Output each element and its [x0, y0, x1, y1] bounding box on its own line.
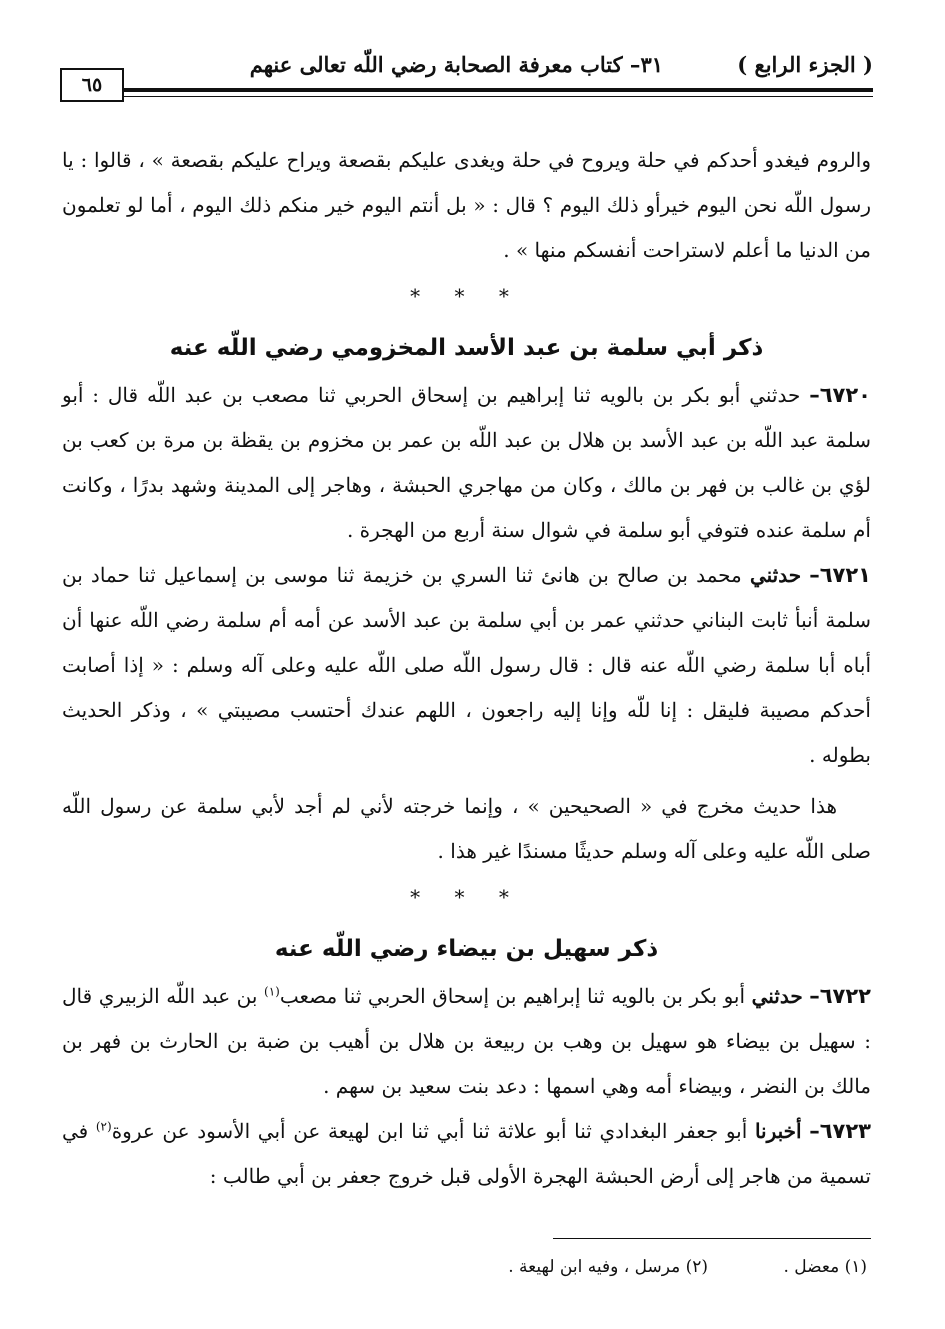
page-body: [62, 138, 871, 1199]
hadith-number: ٦٧٢٠–: [809, 383, 871, 407]
hadith-text: أبو جعفر البغدادي ثنا أبو علاثة ثنا أبي ثنا ابن لهيعة عن أبي الأسود عن عروة: [111, 1119, 748, 1143]
footnote-rule: [553, 1238, 871, 1239]
section-separator: * * *: [410, 885, 523, 909]
volume-label: ( الجزء الرابع ): [737, 52, 873, 77]
hadith-number: ٦٧٢٢–: [809, 984, 871, 1008]
footnote-marker[interactable]: (١): [264, 984, 280, 999]
hadith-text: حدثني أبو بكر بن بالويه ثنا إبراهيم بن إسحاق الحربي ثنا مصعب بن عبد اللّه قال : أبو سلمة عبد اللّه بن عبد الأسد بن هلال بن عبد اللّه بن عمر بن مخزوم بن يقظة بن مرة بن كعب بن لؤي بن غالب بن فهر بن مالك ، وكان من مهاجري الحبشة ، وهاجر إلى المدينة وشهد بدرًا ، وكانت أم سلمة عنده فتوفي أبو سلمة في شوال سنة أربع من الهجرة .: [62, 383, 871, 542]
editor-note: هذا حديث مخرج في « الصحيحين » ، وإنما خرجته لأني لم أجد لأبي سلمة عن رسول اللّه صلى اللّه عليه وعلى آله وسلم حديثًا مسندًا غير هذا .: [62, 794, 871, 863]
chapter-title: ٣١– كتاب معرفة الصحابة رضي اللّه تعالى عنهم: [249, 52, 663, 77]
hadith-text: أبو بكر بن بالويه ثنا إبراهيم بن إسحاق الحربي ثنا مصعب: [279, 984, 746, 1008]
page-header: [60, 52, 873, 102]
hadith-6723: [62, 1109, 871, 1199]
hadith-lead-word: حدثني: [751, 984, 803, 1008]
footnotes: [230, 1252, 867, 1282]
hadith-lead-word: أخبرنا: [754, 1119, 802, 1143]
page-number: ٦٥: [60, 68, 124, 102]
hadith-6720: [62, 373, 871, 553]
section-heading-abu-salama: ذكر أبي سلمة بن عبد الأسد المخزومي رضي اللّه عنه: [169, 335, 764, 361]
footnote-1: (١) معضل .: [783, 1257, 867, 1277]
hadith-6721: [62, 553, 871, 778]
footnote-2: (٢) مرسل ، وفيه ابن لهيعة .: [508, 1257, 709, 1277]
hadith-lead-word: حدثني: [749, 563, 802, 587]
hadith-text: محمد بن صالح بن هانئ ثنا السري بن خزيمة ثنا موسى بن إسماعيل ثنا حماد بن سلمة أنبأ ثابت البناني حدثني عمر بن أبي سلمة بن عبد الأسد عن أمه أم سلمة رضي اللّه عنها أن أباه أبا سلمة رضي اللّه عنه قال : قال رسول اللّه صلى اللّه عليه وعلى آله وسلم : « إذا أصابت أحدكم مصيبة فليقل : إنا للّه وإنا إليه راجعون ، اللهم عندك أحتسب مصيبتي » ، وذكر الحديث بطوله .: [62, 563, 871, 767]
hadith-6722: [62, 974, 871, 1109]
hadith-number: ٦٧٢١–: [809, 563, 872, 587]
header-rule-thin: [124, 96, 873, 97]
footnote-marker[interactable]: (٢): [95, 1119, 112, 1134]
hadith-number: ٦٧٢٣–: [809, 1119, 871, 1143]
paragraph-continuation: والروم فيغدو أحدكم في حلة ويروح في حلة ويغدى عليكم بقصعة ويراح عليكم بقصعة » ، قالوا : يا رسول اللّه نحن اليوم خيرأو ذلك اليوم ؟ قال : « بل أنتم اليوم خير منكم ذلك اليوم ، أما لو تعلمون من الدنيا ما أعلم لاستراحت أنفسكم منها » .: [62, 148, 871, 262]
hadith-text: بن عبد اللّه الزبيري قال : سهيل بن بيضاء هو سهيل بن وهب بن ربيعة بن هلال بن أهيب بن ضبة بن الحارث بن فهر بن مالك بن النضر ، وبيضاء أمه وهي اسمها : دعد بنت سعيد بن سهم .: [62, 984, 871, 1098]
section-separator: * * *: [410, 284, 523, 308]
hadith-text: في تسمية من هاجر إلى أرض الحبشة الهجرة الأولى قبل خروج جعفر بن أبي طالب :: [62, 1119, 871, 1188]
header-rule-thick: [124, 88, 873, 92]
section-heading-suhail: ذكر سهيل بن بيضاء رضي اللّه عنه: [274, 936, 659, 962]
